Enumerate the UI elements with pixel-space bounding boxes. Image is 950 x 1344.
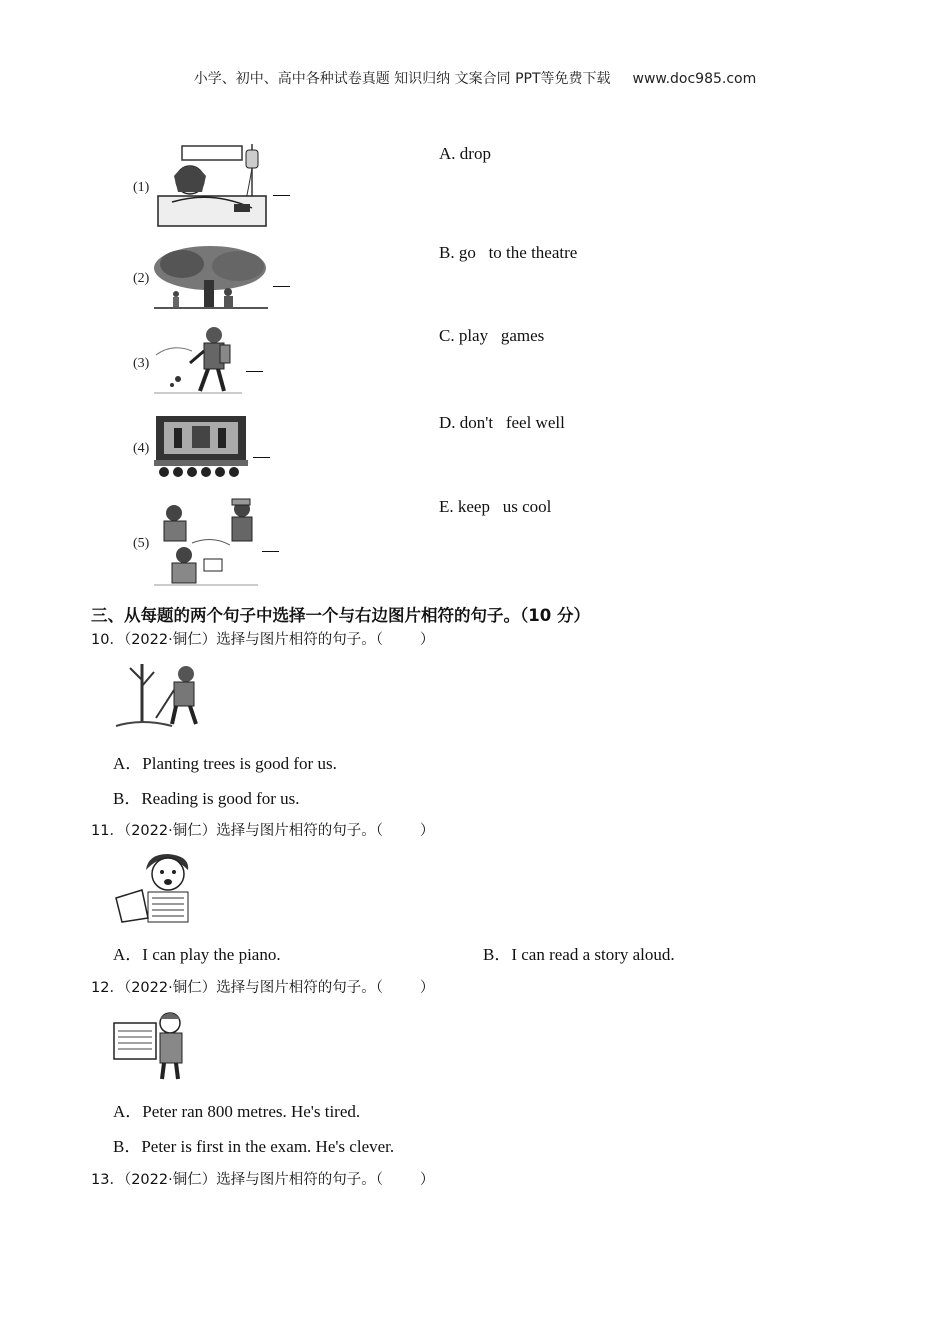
question-11-option-a: A．I can play the piano. xyxy=(113,945,281,964)
question-number: 12． xyxy=(91,980,124,996)
answer-blank-2[interactable] xyxy=(273,286,290,287)
answer-blank-1[interactable] xyxy=(273,195,290,196)
item-number-2: (2) xyxy=(133,271,150,286)
page-header xyxy=(0,68,950,88)
boy-littering-picture xyxy=(152,325,244,397)
question-13 xyxy=(91,1168,434,1189)
question-prompt: （2022·铜仁）选择与图片相符的句子。（ ） xyxy=(123,823,435,839)
section-title: 三、从每题的两个句子中选择一个与右边图片相符的句子。（10 分） xyxy=(91,606,590,625)
question-number: 10． xyxy=(91,632,124,648)
question-prompt: （2022·铜仁）选择与图片相符的句子。（ ） xyxy=(123,1172,435,1188)
question-12 xyxy=(91,976,434,997)
option-a: A. drop xyxy=(439,144,491,163)
question-12-option-b: B．Peter is first in the exam. He's clever. xyxy=(113,1137,395,1156)
item-number-4: (4) xyxy=(133,441,150,456)
children-games-picture xyxy=(152,495,260,587)
answer-blank-3[interactable] xyxy=(246,371,263,372)
question-11-option-b: B．I can read a story aloud. xyxy=(483,945,675,964)
option-d: D. don't feel well xyxy=(439,413,565,432)
planting-tree-picture xyxy=(112,656,210,732)
question-number: 13． xyxy=(91,1172,124,1188)
header-site: www.doc985.com xyxy=(632,71,757,87)
question-10 xyxy=(91,628,434,649)
reading-aloud-picture xyxy=(112,850,210,924)
option-e: E. keep us cool xyxy=(439,497,552,516)
item-number-1: (1) xyxy=(133,180,150,195)
option-b: B. go to the theatre xyxy=(439,243,578,262)
item-number-3: (3) xyxy=(133,356,150,371)
exam-results-picture xyxy=(112,1007,188,1081)
item-number-5: (5) xyxy=(133,536,150,551)
answer-blank-5[interactable] xyxy=(262,551,279,552)
question-10-option-a: A．Planting trees is good for us. xyxy=(113,754,337,773)
sick-girl-picture xyxy=(152,142,270,228)
answer-blank-4[interactable] xyxy=(253,457,270,458)
question-12-option-a: A．Peter ran 800 metres. He's tired. xyxy=(113,1102,361,1121)
header-text: 小学、初中、高中各种试卷真题 知识归纳 文案合同 PPT等免费下载 xyxy=(193,71,611,87)
question-10-option-b: B．Reading is good for us. xyxy=(113,789,300,808)
question-number: 11． xyxy=(91,823,124,839)
tree-shade-picture xyxy=(152,244,270,312)
theatre-stage-picture xyxy=(152,412,250,480)
option-c: C. play games xyxy=(439,326,545,345)
question-prompt: （2022·铜仁）选择与图片相符的句子。（ ） xyxy=(123,632,435,648)
question-11 xyxy=(91,819,434,840)
question-prompt: （2022·铜仁）选择与图片相符的句子。（ ） xyxy=(123,980,435,996)
